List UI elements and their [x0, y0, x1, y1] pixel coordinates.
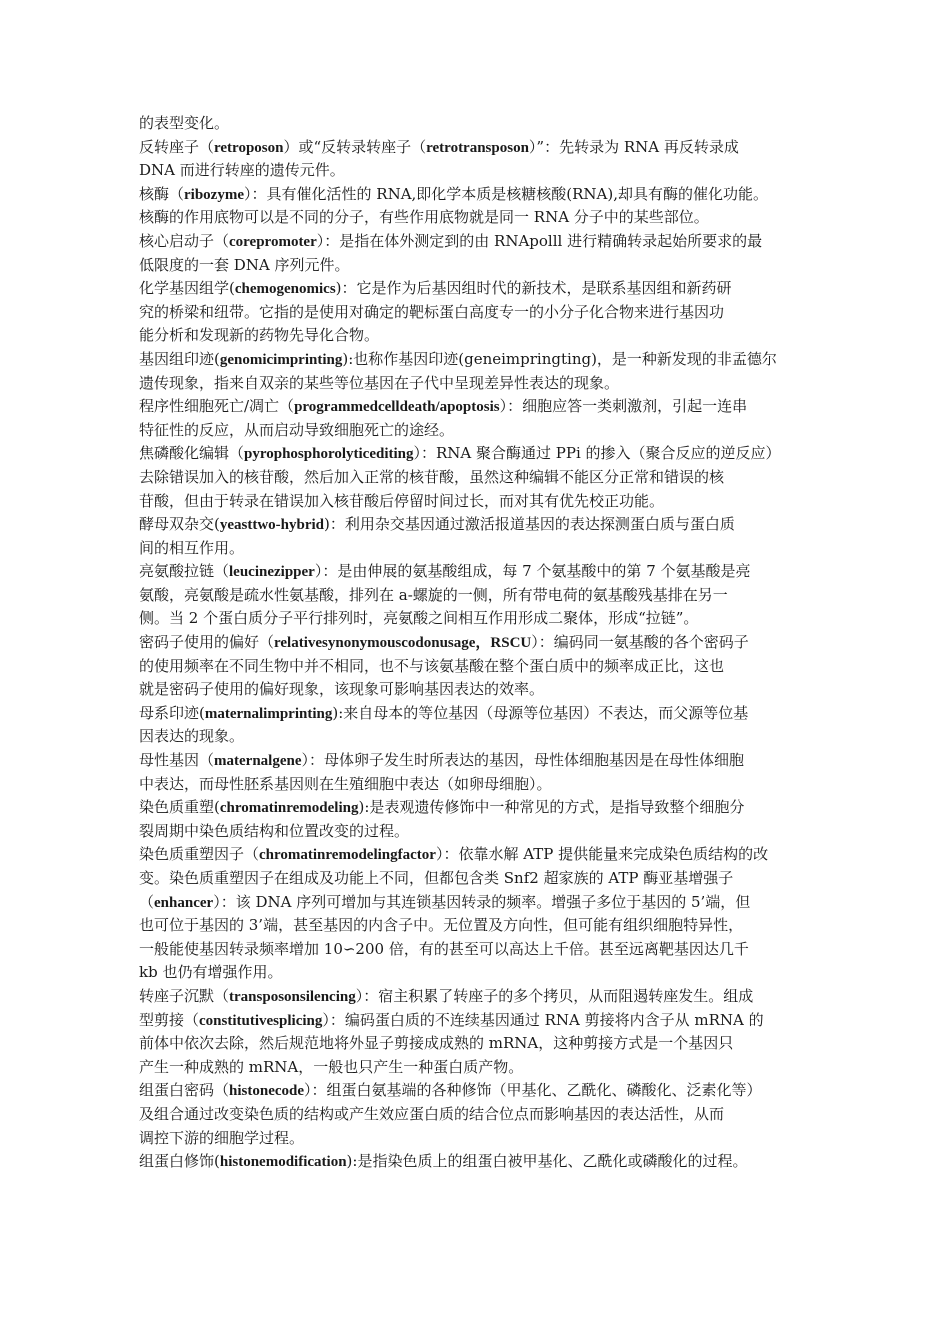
text-segment: ）：编码蛋白质的不连续基因通过 RNA 剪接将内含子从 mRNA 的 [322, 1010, 764, 1029]
text-segment: ）：依靠水解 ATP 提供能量来完成染色质结构的改 [435, 845, 769, 864]
text-line [139, 301, 823, 325]
term-english: retrotransposon [426, 139, 529, 156]
text-segment: 去除错误加入的核苷酸，然后加入正常的核苷酸，虽然这种编辑不能区分正常和错误的核 [139, 467, 725, 486]
term-english: histonecode [229, 1083, 305, 1100]
text-segment: 焦磷酸化编辑（ [139, 444, 245, 463]
text-line [139, 1079, 823, 1103]
text-line [139, 584, 823, 608]
text-segment: 转座子沉默（ [139, 986, 230, 1005]
text-line [139, 1150, 823, 1174]
text-segment: 型剪接（ [139, 1010, 200, 1029]
term-english: constitutivesplicing [199, 1012, 323, 1029]
text-segment: 究的桥梁和纽带。它指的是使用对确定的靶标蛋白高度专一的小分子化合物来进行基因功 [139, 302, 725, 321]
text-segment: ）：具有催化活性的 RNA,即化学本质是核糖核酸(RNA),却具有酶的催化功能。 [244, 184, 769, 203]
text-segment: 反转座子（ [139, 137, 215, 156]
text-segment: 变。染色质重塑因子在组成及功能上不同，但都包含类 Snf2 超家族的 ATP 酶亚基增强子 [139, 869, 734, 887]
text-segment: 母系印迹( [139, 703, 205, 722]
text-line [139, 655, 823, 679]
text-line [139, 348, 823, 372]
term-english: pyrophosphorolyticediting [244, 446, 414, 463]
text-segment: ）”：先转录为 RNA 再反转录成 [528, 137, 739, 156]
term-english: corepromoter [229, 233, 317, 250]
term-english: retroposon [214, 139, 284, 156]
term-english: chromatinremodelingfactor [259, 847, 436, 864]
text-line [139, 206, 823, 230]
text-segment: 母性基因（ [139, 751, 215, 770]
term-english: maternalgene [214, 753, 302, 770]
text-line [139, 796, 823, 820]
text-segment: 低限度的一套 DNA 序列元件。 [139, 255, 350, 274]
text-line [139, 254, 823, 278]
text-line [139, 136, 823, 160]
text-segment: 调控下游的细胞学过程。 [139, 1128, 305, 1147]
term-english: relativesynonymouscodonusage，RSCU [274, 635, 532, 652]
text-line [139, 891, 823, 915]
term-english: maternalimprinting [204, 705, 333, 722]
text-line [139, 1103, 823, 1127]
text-segment: 前体中依次去除，然后规范地将外显子剪接成成熟的 mRNA，这种剪接方式是一个基因只 [139, 1034, 734, 1053]
text-line [139, 985, 823, 1009]
text-line [139, 773, 823, 797]
term-english: yeasttwo-hybrid [219, 517, 325, 534]
text-line [139, 607, 823, 631]
text-segment: 能分析和发现新的药物先导化合物。 [139, 326, 380, 345]
term-english: leucinezipper [229, 564, 315, 581]
term-english: ribozyme [184, 186, 244, 203]
text-line [139, 466, 823, 490]
text-line [139, 820, 823, 844]
text-segment: 程序性细胞死亡/凋亡（ [139, 397, 295, 416]
text-segment: ）：是指在体外测定到的由 RNApolll 进行精确转录起始所要求的最 [316, 231, 763, 250]
text-segment: 组蛋白修饰( [139, 1152, 220, 1171]
text-line [139, 490, 823, 514]
document-body [139, 112, 823, 1174]
text-segment: 化学基因组学( [139, 279, 235, 298]
text-segment: 基因组印迹( [139, 349, 220, 368]
text-segment: 酵母双杂交( [139, 515, 220, 534]
text-segment: 侧。当 2 个蛋白质分子平行排列时，亮氨酸之间相互作用形成二聚体，形成“拉链”。 [139, 609, 699, 628]
text-segment: 因表达的现象。 [139, 727, 245, 746]
text-line [139, 277, 823, 301]
text-line [139, 183, 823, 207]
term-english: chromatinremodeling [219, 800, 359, 817]
text-segment: kb 也仍有增强作用。 [139, 963, 283, 982]
text-line [139, 513, 823, 537]
text-segment: 就是密码子使用的偏好现象，该现象可影响基因表达的效率。 [139, 680, 545, 699]
text-line [139, 725, 823, 749]
text-line [139, 372, 823, 396]
text-segment: 核酶（ [139, 184, 185, 203]
text-segment: 也可位于基因的 3’端，甚至基因的内含子中。无位置及方向性，但可能有组织细胞特异性， [139, 916, 744, 935]
text-segment: 及组合通过改变染色质的结构或产生效应蛋白质的结合位点而影响基因的表达活性，从而 [139, 1104, 725, 1123]
text-segment: 核心启动子（ [139, 231, 230, 250]
text-line [139, 1127, 823, 1151]
text-segment: ）：该 DNA 序列可增加与其连锁基因转录的频率。增强子多位于基因的 5’端，但 [213, 892, 751, 911]
text-segment: ):来自母本的等位基因（母源等位基因）不表达，而父源等位基 [332, 703, 749, 722]
text-line [139, 324, 823, 348]
text-segment: 一般能使基因转录频率增加 10∽200 倍，有的甚至可以高达上千倍。甚至远离靶基因达几千 [139, 939, 749, 958]
text-line [139, 560, 823, 584]
text-segment: )：利用杂交基因通过激活报道基因的表达探测蛋白质与蛋白质 [324, 515, 735, 534]
text-line [139, 678, 823, 702]
text-line [139, 419, 823, 443]
text-line [139, 867, 823, 891]
text-segment: 的使用频率在不同生物中并不相同，也不与该氨基酸在整个蛋白质中的频率成正比，这也 [139, 656, 725, 675]
text-segment: 染色质重塑因子（ [139, 845, 260, 864]
text-line [139, 914, 823, 938]
text-segment: ）：是由伸展的氨基酸组成，每 7 个氨基酸中的第 7 个氨基酸是亮 [314, 562, 751, 581]
text-segment: )：它是作为后基因组时代的新技术，是联系基因组和新药研 [335, 279, 732, 298]
term-english: programmedcelldeath/apoptosis [294, 399, 500, 416]
term-english: transposonsilencing [229, 988, 356, 1005]
text-segment: ):也称作基因印迹(geneimpringting)，是一种新发现的非孟德尔 [342, 349, 777, 368]
text-segment: 氨酸，亮氨酸是疏水性氨基酸，排列在 a-螺旋的一侧，所有带电荷的氨基酸残基排在另一 [139, 585, 728, 604]
text-segment: 密码子使用的偏好（ [139, 633, 275, 652]
term-english: histonemodification [219, 1154, 347, 1171]
text-segment: 苷酸，但由于转录在错误加入核苷酸后停留时间过长，而对其有优先校正功能。 [139, 491, 665, 510]
text-segment: 裂周期中染色质结构和位置改变的过程。 [139, 821, 410, 840]
text-line [139, 1009, 823, 1033]
text-segment: 核酶的作用底物可以是不同的分子，有些作用底物就是同一 RNA 分子中的某些部位。 [139, 208, 709, 227]
text-line [139, 843, 823, 867]
text-line [139, 702, 823, 726]
text-line [139, 961, 823, 985]
text-segment: ）：组蛋白氨基端的各种修饰（甲基化、乙酰化、磷酸化、泛素化等） [304, 1081, 762, 1100]
text-segment: 亮氨酸拉链（ [139, 562, 230, 581]
text-segment: ）：母体卵子发生时所表达的基因，母性体细胞基因是在母性体细胞 [301, 751, 745, 770]
text-segment: DNA 而进行转座的遗传元件。 [139, 161, 345, 180]
text-segment: ):是指染色质上的组蛋白被甲基化、乙酰化或磷酸化的过程。 [346, 1152, 748, 1171]
text-segment: ):是表观遗传修饰中一种常见的方式，是指导致整个细胞分 [358, 798, 745, 817]
text-segment: 遗传现象，指来自双亲的某些等位基因在子代中呈现差异性表达的现象。 [139, 373, 620, 392]
text-segment: ）：宿主积累了转座子的多个拷贝，从而阻遏转座发生。组成 [355, 986, 754, 1005]
text-segment: 特征性的反应，从而启动导致细胞死亡的途经。 [139, 420, 455, 439]
text-line [139, 395, 823, 419]
text-line [139, 631, 823, 655]
text-segment: ）：编码同一氨基酸的各个密码子 [531, 633, 749, 652]
text-line [139, 230, 823, 254]
text-segment: ）：细胞应答一类刺激剂，引起一连串 [499, 397, 748, 416]
text-segment: ）或“反转录转座子（ [283, 137, 427, 156]
text-segment: 的表型变化。 [139, 114, 230, 132]
text-segment: （ [139, 892, 155, 911]
text-line [139, 749, 823, 773]
text-line [139, 442, 823, 466]
text-segment: ）：RNA 聚合酶通过 PPi 的掺入（聚合反应的逆反应） [413, 444, 781, 463]
text-line [139, 1056, 823, 1080]
text-line [139, 112, 823, 136]
term-english: chemogenomics [234, 281, 336, 298]
text-line [139, 1032, 823, 1056]
term-english: enhancer [154, 894, 214, 911]
text-segment: 组蛋白密码（ [139, 1081, 230, 1100]
text-line [139, 938, 823, 962]
text-segment: 中表达，而母性胚系基因则在生殖细胞中表达（如卵母细胞）。 [139, 774, 552, 793]
term-english: genomicimprinting [219, 351, 343, 368]
text-segment: 产生一种成熟的 mRNA，一般也只产生一种蛋白质产物。 [139, 1057, 524, 1076]
text-line [139, 537, 823, 561]
text-segment: 间的相互作用。 [139, 538, 245, 557]
text-line [139, 159, 823, 183]
text-segment: 染色质重塑( [139, 798, 220, 817]
